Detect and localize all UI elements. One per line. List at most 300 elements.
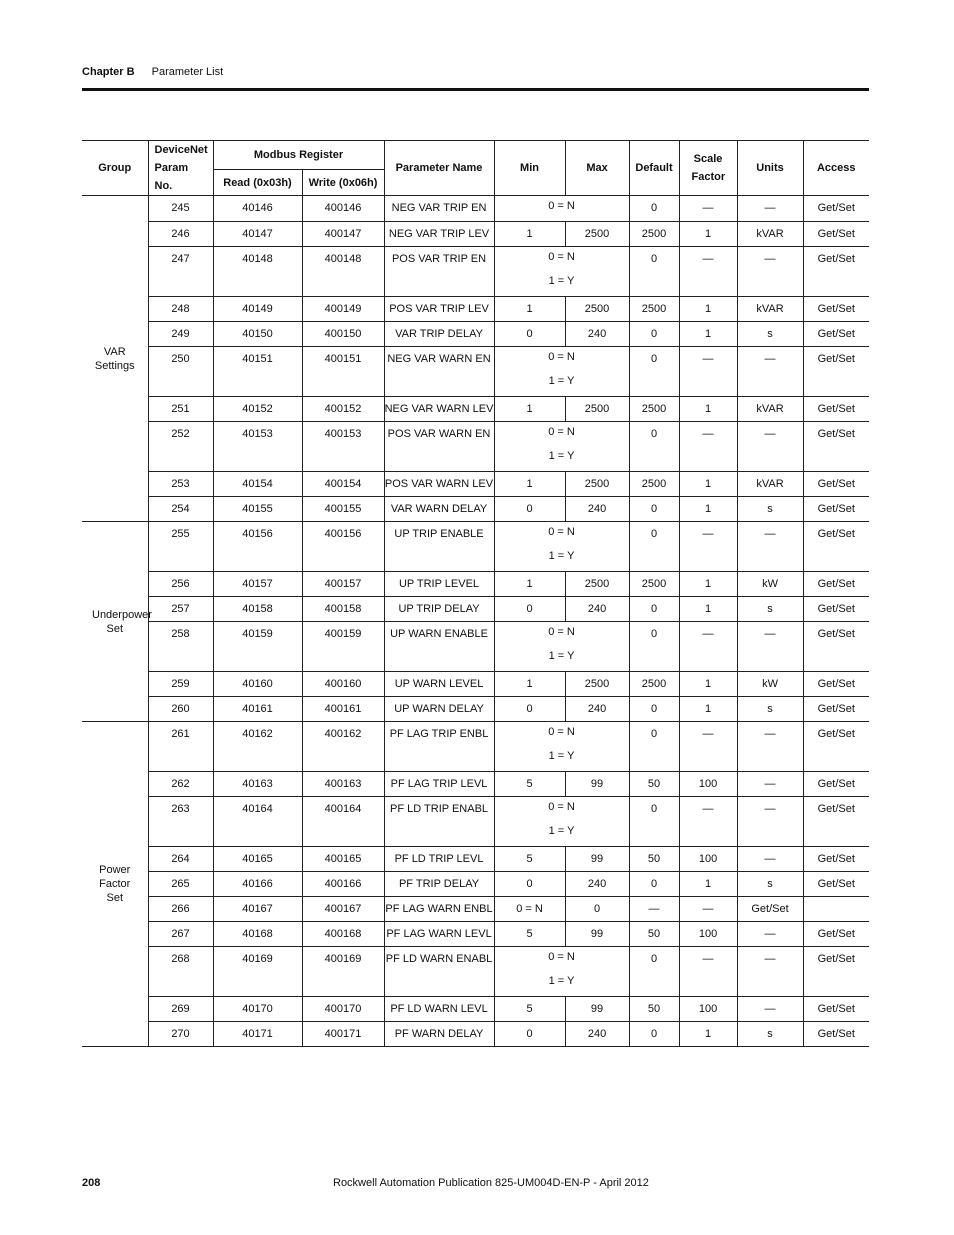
table-row bbox=[82, 597, 869, 622]
modbus-read: 40156 bbox=[213, 522, 302, 572]
default-value: 0 bbox=[629, 797, 679, 847]
modbus-read: 40150 bbox=[213, 322, 302, 347]
parameter-name: PF LD TRIP ENABL bbox=[384, 797, 494, 847]
devicenet-param-no: 250 bbox=[148, 347, 213, 397]
default-value: 2500 bbox=[629, 572, 679, 597]
modbus-read: 40155 bbox=[213, 497, 302, 522]
min-max-enum bbox=[494, 722, 629, 772]
access-value: Get/Set bbox=[803, 672, 869, 697]
table-row bbox=[82, 897, 869, 922]
min-value: 0 bbox=[494, 597, 565, 622]
max-value: 99 bbox=[565, 847, 629, 872]
min-value: 5 bbox=[494, 922, 565, 947]
group-label: VAR Settings bbox=[82, 196, 148, 522]
modbus-read: 40165 bbox=[213, 847, 302, 872]
parameter-name: PF LD WARN ENABL bbox=[384, 947, 494, 997]
enum-value-no: 0 = N bbox=[548, 200, 575, 212]
table-row bbox=[82, 672, 869, 697]
max-value: 240 bbox=[565, 697, 629, 722]
units-value: s bbox=[737, 597, 803, 622]
col-min: Min bbox=[494, 141, 565, 196]
scale-factor: 1 bbox=[679, 1022, 737, 1047]
default-value: 2500 bbox=[629, 397, 679, 422]
scale-factor: — bbox=[679, 722, 737, 772]
enum-value-no: 0 = N bbox=[548, 801, 575, 813]
max-value: 2500 bbox=[565, 572, 629, 597]
modbus-write: 400152 bbox=[302, 397, 384, 422]
devicenet-param-no: 253 bbox=[148, 472, 213, 497]
parameter-name: PF LD WARN LEVL bbox=[384, 997, 494, 1022]
col-modbus-register: Modbus Register bbox=[213, 141, 384, 170]
col-read: Read (0x03h) bbox=[213, 170, 302, 196]
page-number: 208 bbox=[82, 1177, 101, 1189]
min-value: 0 bbox=[494, 1022, 565, 1047]
table-row bbox=[82, 922, 869, 947]
parameter-name: NEG VAR WARN LEV bbox=[384, 397, 494, 422]
scale-factor: 1 bbox=[679, 472, 737, 497]
max-value: 2500 bbox=[565, 397, 629, 422]
modbus-write: 400160 bbox=[302, 672, 384, 697]
devicenet-param-no: 268 bbox=[148, 947, 213, 997]
devicenet-param-no: 249 bbox=[148, 322, 213, 347]
access-value: Get/Set bbox=[803, 522, 869, 572]
col-write: Write (0x06h) bbox=[302, 170, 384, 196]
access-value: Get/Set bbox=[803, 422, 869, 472]
scale-factor: — bbox=[679, 422, 737, 472]
access-value: Get/Set bbox=[803, 597, 869, 622]
default-value: 2500 bbox=[629, 672, 679, 697]
parameter-name: PF LAG TRIP LEVL bbox=[384, 772, 494, 797]
scale-factor: 1 bbox=[679, 297, 737, 322]
table-row bbox=[82, 472, 869, 497]
max-value: 240 bbox=[565, 497, 629, 522]
modbus-read: 40169 bbox=[213, 947, 302, 997]
min-max-enum bbox=[494, 622, 629, 672]
units-value: — bbox=[737, 622, 803, 672]
devicenet-param-no: 263 bbox=[148, 797, 213, 847]
modbus-read: 40161 bbox=[213, 697, 302, 722]
access-value: Get/Set bbox=[803, 697, 869, 722]
modbus-write: 400171 bbox=[302, 1022, 384, 1047]
modbus-write: 400149 bbox=[302, 297, 384, 322]
default-value: 0 bbox=[629, 947, 679, 997]
modbus-write: 400166 bbox=[302, 872, 384, 897]
modbus-write: 400169 bbox=[302, 947, 384, 997]
max-value: 2500 bbox=[565, 672, 629, 697]
default-value: 0 bbox=[629, 697, 679, 722]
scale-factor: — bbox=[679, 947, 737, 997]
units-value: — bbox=[737, 947, 803, 997]
scale-factor: 1 bbox=[679, 222, 737, 247]
units-value: kVAR bbox=[737, 297, 803, 322]
table-row bbox=[82, 847, 869, 872]
max-value: 240 bbox=[565, 322, 629, 347]
table-row bbox=[82, 322, 869, 347]
scale-factor: 1 bbox=[679, 322, 737, 347]
parameter-name: NEG VAR WARN EN bbox=[384, 347, 494, 397]
parameter-name: UP TRIP LEVEL bbox=[384, 572, 494, 597]
devicenet-param-no: 246 bbox=[148, 222, 213, 247]
access-value: Get/Set bbox=[803, 722, 869, 772]
scale-factor: 1 bbox=[679, 397, 737, 422]
modbus-write: 400164 bbox=[302, 797, 384, 847]
enum-value-yes: 1 = Y bbox=[548, 275, 575, 287]
min-value: 5 bbox=[494, 772, 565, 797]
modbus-read: 40158 bbox=[213, 597, 302, 622]
scale-factor: 100 bbox=[679, 997, 737, 1022]
units-value: — bbox=[737, 247, 803, 297]
units-value: — bbox=[737, 522, 803, 572]
scale-factor: 1 bbox=[679, 872, 737, 897]
scale-factor: — bbox=[679, 196, 737, 222]
access-value: Get/Set bbox=[803, 322, 869, 347]
parameter-name: PF WARN DELAY bbox=[384, 1022, 494, 1047]
default-value: 0 bbox=[629, 247, 679, 297]
default-value: 0 bbox=[629, 422, 679, 472]
access-value bbox=[803, 897, 869, 922]
parameter-name: VAR TRIP DELAY bbox=[384, 322, 494, 347]
parameter-name: POS VAR TRIP LEV bbox=[384, 297, 494, 322]
max-value: 240 bbox=[565, 872, 629, 897]
header-rule bbox=[82, 88, 869, 91]
parameter-rows bbox=[82, 196, 869, 1047]
col-default: Default bbox=[629, 141, 679, 196]
enum-value-yes: 1 = Y bbox=[548, 375, 575, 387]
max-value: 2500 bbox=[565, 297, 629, 322]
default-value: 2500 bbox=[629, 297, 679, 322]
modbus-write: 400168 bbox=[302, 922, 384, 947]
parameter-name: UP TRIP DELAY bbox=[384, 597, 494, 622]
modbus-write: 400147 bbox=[302, 222, 384, 247]
col-access: Access bbox=[803, 141, 869, 196]
modbus-read: 40164 bbox=[213, 797, 302, 847]
enum-value-yes: 1 = Y bbox=[548, 550, 575, 562]
access-value: Get/Set bbox=[803, 1022, 869, 1047]
units-value: — bbox=[737, 772, 803, 797]
scale-factor: 1 bbox=[679, 572, 737, 597]
table-row bbox=[82, 572, 869, 597]
modbus-read: 40162 bbox=[213, 722, 302, 772]
default-value: — bbox=[629, 897, 679, 922]
units-value: s bbox=[737, 697, 803, 722]
parameter-name: UP WARN LEVEL bbox=[384, 672, 494, 697]
chapter-label: Chapter B bbox=[82, 66, 135, 78]
modbus-write: 400159 bbox=[302, 622, 384, 672]
table-row bbox=[82, 622, 869, 672]
access-value: Get/Set bbox=[803, 347, 869, 397]
parameter-name: UP TRIP ENABLE bbox=[384, 522, 494, 572]
default-value: 50 bbox=[629, 997, 679, 1022]
col-units: Units bbox=[737, 141, 803, 196]
min-max-enum bbox=[494, 522, 629, 572]
units-value: kVAR bbox=[737, 222, 803, 247]
parameter-name: PF LD TRIP LEVL bbox=[384, 847, 494, 872]
devicenet-param-no: 252 bbox=[148, 422, 213, 472]
devicenet-param-no: 269 bbox=[148, 997, 213, 1022]
access-value: Get/Set bbox=[803, 872, 869, 897]
units-value: — bbox=[737, 847, 803, 872]
access-value: Get/Set bbox=[803, 297, 869, 322]
enum-value-no: 0 = N bbox=[548, 626, 575, 638]
parameter-name: POS VAR WARN EN bbox=[384, 422, 494, 472]
units-value: — bbox=[737, 196, 803, 222]
access-value: Get/Set bbox=[803, 772, 869, 797]
units-value: — bbox=[737, 922, 803, 947]
modbus-read: 40151 bbox=[213, 347, 302, 397]
modbus-write: 400148 bbox=[302, 247, 384, 297]
devicenet-param-no: 264 bbox=[148, 847, 213, 872]
units-value: — bbox=[737, 797, 803, 847]
default-value: 0 bbox=[629, 1022, 679, 1047]
modbus-read: 40147 bbox=[213, 222, 302, 247]
col-group: Group bbox=[82, 141, 148, 196]
default-value: 2500 bbox=[629, 472, 679, 497]
min-value: 5 bbox=[494, 847, 565, 872]
enum-value-no: 0 = N bbox=[548, 251, 575, 263]
group-label: Power Factor Set bbox=[82, 722, 148, 1047]
min-value: 0 bbox=[494, 497, 565, 522]
section-label: Parameter List bbox=[151, 66, 224, 78]
units-value: — bbox=[737, 422, 803, 472]
scale-factor: 1 bbox=[679, 597, 737, 622]
min-max-enum bbox=[494, 196, 629, 222]
enum-value-yes: 1 = Y bbox=[548, 975, 575, 987]
modbus-write: 400146 bbox=[302, 196, 384, 222]
modbus-write: 400170 bbox=[302, 997, 384, 1022]
access-value: Get/Set bbox=[803, 922, 869, 947]
access-value: Get/Set bbox=[803, 847, 869, 872]
col-devicenet: DeviceNet Param No. bbox=[148, 141, 213, 196]
enum-value-no: 0 = N bbox=[548, 951, 575, 963]
min-value: 1 bbox=[494, 572, 565, 597]
scale-factor: — bbox=[679, 347, 737, 397]
modbus-read: 40170 bbox=[213, 997, 302, 1022]
min-max-enum bbox=[494, 797, 629, 847]
modbus-write: 400156 bbox=[302, 522, 384, 572]
parameter-name: POS VAR TRIP EN bbox=[384, 247, 494, 297]
units-value: Get/Set bbox=[737, 897, 803, 922]
enum-value-no: 0 = N bbox=[548, 726, 575, 738]
min-max-enum bbox=[494, 422, 629, 472]
running-header bbox=[82, 66, 223, 78]
modbus-write: 400154 bbox=[302, 472, 384, 497]
scale-factor: 1 bbox=[679, 697, 737, 722]
table-row bbox=[82, 772, 869, 797]
access-value: Get/Set bbox=[803, 196, 869, 222]
parameter-name: VAR WARN DELAY bbox=[384, 497, 494, 522]
access-value: Get/Set bbox=[803, 222, 869, 247]
modbus-read: 40154 bbox=[213, 472, 302, 497]
default-value: 0 bbox=[629, 497, 679, 522]
max-value: 99 bbox=[565, 922, 629, 947]
max-value: 2500 bbox=[565, 472, 629, 497]
devicenet-param-no: 248 bbox=[148, 297, 213, 322]
scale-factor: — bbox=[679, 622, 737, 672]
access-value: Get/Set bbox=[803, 947, 869, 997]
table-row bbox=[82, 997, 869, 1022]
min-value: 1 bbox=[494, 297, 565, 322]
scale-factor: 100 bbox=[679, 772, 737, 797]
modbus-read: 40149 bbox=[213, 297, 302, 322]
modbus-write: 400167 bbox=[302, 897, 384, 922]
modbus-write: 400157 bbox=[302, 572, 384, 597]
min-max-enum bbox=[494, 947, 629, 997]
enum-value-yes: 1 = Y bbox=[548, 750, 575, 762]
col-scale-factor: Scale Factor bbox=[679, 141, 737, 196]
default-value: 2500 bbox=[629, 222, 679, 247]
table-row bbox=[82, 297, 869, 322]
parameter-name: NEG VAR TRIP EN bbox=[384, 196, 494, 222]
access-value: Get/Set bbox=[803, 397, 869, 422]
modbus-read: 40163 bbox=[213, 772, 302, 797]
col-parameter-name: Parameter Name bbox=[384, 141, 494, 196]
devicenet-param-no: 251 bbox=[148, 397, 213, 422]
default-value: 0 bbox=[629, 597, 679, 622]
enum-value-no: 0 = N bbox=[548, 351, 575, 363]
access-value: Get/Set bbox=[803, 572, 869, 597]
modbus-read: 40171 bbox=[213, 1022, 302, 1047]
access-value: Get/Set bbox=[803, 997, 869, 1022]
access-value: Get/Set bbox=[803, 472, 869, 497]
devicenet-param-no: 270 bbox=[148, 1022, 213, 1047]
devicenet-param-no: 256 bbox=[148, 572, 213, 597]
min-value: 1 bbox=[494, 472, 565, 497]
min-value: 0 bbox=[494, 697, 565, 722]
scale-factor: 1 bbox=[679, 497, 737, 522]
modbus-read: 40166 bbox=[213, 872, 302, 897]
devicenet-param-no: 267 bbox=[148, 922, 213, 947]
min-value: 0 = N bbox=[494, 897, 565, 922]
devicenet-param-no: 266 bbox=[148, 897, 213, 922]
units-value: kVAR bbox=[737, 397, 803, 422]
col-max: Max bbox=[565, 141, 629, 196]
parameter-table bbox=[82, 140, 869, 1047]
default-value: 50 bbox=[629, 922, 679, 947]
devicenet-param-no: 260 bbox=[148, 697, 213, 722]
access-value: Get/Set bbox=[803, 497, 869, 522]
parameter-name: POS VAR WARN LEV bbox=[384, 472, 494, 497]
units-value: — bbox=[737, 347, 803, 397]
default-value: 50 bbox=[629, 847, 679, 872]
table-row bbox=[82, 196, 869, 222]
table-row bbox=[82, 697, 869, 722]
max-value: 240 bbox=[565, 597, 629, 622]
scale-factor: — bbox=[679, 247, 737, 297]
min-value: 1 bbox=[494, 672, 565, 697]
access-value: Get/Set bbox=[803, 247, 869, 297]
parameter-name: NEG VAR TRIP LEV bbox=[384, 222, 494, 247]
table-row bbox=[82, 872, 869, 897]
access-value: Get/Set bbox=[803, 797, 869, 847]
units-value: — bbox=[737, 722, 803, 772]
units-value: s bbox=[737, 497, 803, 522]
scale-factor: — bbox=[679, 897, 737, 922]
devicenet-param-no: 255 bbox=[148, 522, 213, 572]
modbus-read: 40148 bbox=[213, 247, 302, 297]
units-value: kW bbox=[737, 672, 803, 697]
table-row bbox=[82, 397, 869, 422]
max-value: 99 bbox=[565, 772, 629, 797]
devicenet-param-no: 258 bbox=[148, 622, 213, 672]
min-value: 1 bbox=[494, 222, 565, 247]
table-row bbox=[82, 797, 869, 847]
devicenet-param-no: 254 bbox=[148, 497, 213, 522]
max-value: 99 bbox=[565, 997, 629, 1022]
modbus-read: 40146 bbox=[213, 196, 302, 222]
table-row bbox=[82, 247, 869, 297]
table-row bbox=[82, 497, 869, 522]
parameter-name: PF TRIP DELAY bbox=[384, 872, 494, 897]
default-value: 0 bbox=[629, 872, 679, 897]
modbus-write: 400158 bbox=[302, 597, 384, 622]
default-value: 0 bbox=[629, 622, 679, 672]
modbus-write: 400150 bbox=[302, 322, 384, 347]
default-value: 0 bbox=[629, 722, 679, 772]
default-value: 50 bbox=[629, 772, 679, 797]
max-value: 2500 bbox=[565, 222, 629, 247]
table-row bbox=[82, 522, 869, 572]
enum-value-no: 0 = N bbox=[548, 526, 575, 538]
modbus-write: 400151 bbox=[302, 347, 384, 397]
enum-value-yes: 1 = Y bbox=[548, 825, 575, 837]
modbus-read: 40159 bbox=[213, 622, 302, 672]
enum-value-yes: 1 = Y bbox=[548, 650, 575, 662]
parameter-name: UP WARN ENABLE bbox=[384, 622, 494, 672]
modbus-read: 40153 bbox=[213, 422, 302, 472]
min-max-enum bbox=[494, 247, 629, 297]
scale-factor: — bbox=[679, 522, 737, 572]
publication-info: Rockwell Automation Publication 825-UM004D-EN-P - April 2012 bbox=[333, 1177, 649, 1189]
scale-factor: — bbox=[679, 797, 737, 847]
modbus-write: 400155 bbox=[302, 497, 384, 522]
modbus-write: 400165 bbox=[302, 847, 384, 872]
enum-value-yes: 1 = Y bbox=[548, 450, 575, 462]
devicenet-param-no: 262 bbox=[148, 772, 213, 797]
default-value: 0 bbox=[629, 196, 679, 222]
units-value: — bbox=[737, 997, 803, 1022]
table-row bbox=[82, 222, 869, 247]
table-row bbox=[82, 722, 869, 772]
scale-factor: 100 bbox=[679, 847, 737, 872]
units-value: s bbox=[737, 872, 803, 897]
units-value: s bbox=[737, 322, 803, 347]
min-value: 0 bbox=[494, 322, 565, 347]
modbus-write: 400162 bbox=[302, 722, 384, 772]
parameter-name: UP WARN DELAY bbox=[384, 697, 494, 722]
table-row bbox=[82, 947, 869, 997]
min-max-enum bbox=[494, 347, 629, 397]
default-value: 0 bbox=[629, 347, 679, 397]
default-value: 0 bbox=[629, 322, 679, 347]
units-value: s bbox=[737, 1022, 803, 1047]
devicenet-param-no: 259 bbox=[148, 672, 213, 697]
min-value: 0 bbox=[494, 872, 565, 897]
access-value: Get/Set bbox=[803, 622, 869, 672]
modbus-read: 40167 bbox=[213, 897, 302, 922]
scale-factor: 100 bbox=[679, 922, 737, 947]
modbus-write: 400153 bbox=[302, 422, 384, 472]
devicenet-param-no: 261 bbox=[148, 722, 213, 772]
max-value: 0 bbox=[565, 897, 629, 922]
modbus-read: 40157 bbox=[213, 572, 302, 597]
devicenet-param-no: 265 bbox=[148, 872, 213, 897]
modbus-read: 40168 bbox=[213, 922, 302, 947]
max-value: 240 bbox=[565, 1022, 629, 1047]
parameter-name: PF LAG TRIP ENBL bbox=[384, 722, 494, 772]
modbus-write: 400161 bbox=[302, 697, 384, 722]
units-value: kW bbox=[737, 572, 803, 597]
scale-factor: 1 bbox=[679, 672, 737, 697]
